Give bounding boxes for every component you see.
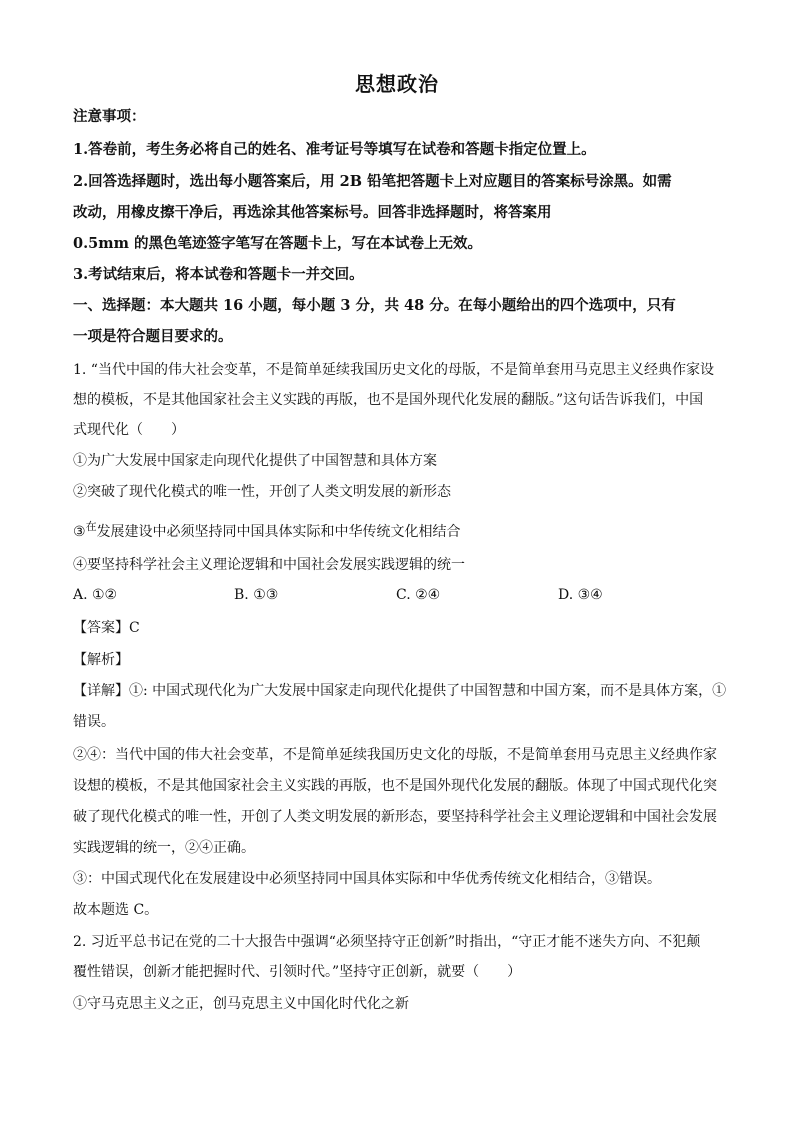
detail-line: ②④：当代中国的伟大社会变革，不是简单延续我国历史文化的母版，不是简单套用马克思主义经典作家 [73,747,717,763]
question-item: ④要坚持科学社会主义理论逻辑和中国社会发展实践逻辑的统一 [73,557,465,573]
detail-line: 故本题选 C。 [73,902,159,918]
detail-line: 设想的模板，不是其他国家社会主义实践的再版，也不是国外现代化发展的翻版。体现了中国式现代化突 [73,778,717,794]
option-a: A. ①② [73,587,118,603]
option-c: C. ②④ [396,587,441,603]
question-stem: 想的模板，不是其他国家社会主义实践的再版，也不是国外现代化发展的翻版。”这句话告诉我们，中国 [73,392,704,408]
detail-line: ③：中国式现代化在发展建设中必须坚持同中国具体实际和中华优秀传统文化相结合，③错误。 [73,871,661,887]
page-title: 思想政治 [355,72,439,96]
detail-line: 破了现代化模式的唯一性，开创了人类文明发展的新形态，要坚持科学社会主义理论逻辑和中国社会发展 [73,809,717,825]
detail-text: ①: 中国式现代化为广大发展中国家走向现代化提供了中国智慧和中国方案，而不是具体方案，① [129,683,727,699]
question-stem: 2. 习近平总书记在党的二十大报告中强调“必须坚持守正创新”时指出，“守正才能不迷失方向、不犯颠 [73,934,701,950]
detail-line: 实践逻辑的统一，②④正确。 [73,840,255,856]
option-b: B. ①③ [234,587,279,603]
detail-tag: 【详解】 [73,683,129,699]
option-d: D. ③④ [558,587,603,603]
detail-line: 错误。 [73,714,115,730]
notice-line: 3.考试结束后，将本试卷和答题卡一并交回。 [73,266,364,283]
notice-line: 2.回答选择题时，选出每小题答案后，用 2B 铅笔把答题卡上对应题目的答案标号涂黑。如需 [73,173,672,190]
answer-tag: 【答案】 [73,620,129,636]
item-superscript: 在 [85,520,97,533]
notice-line: 1.答卷前，考生务必将自己的姓名、准考证号等填写在试卷和答题卡指定位置上。 [73,141,596,158]
answer-line [73,618,140,638]
question-item: ①为广大发展中国家走向现代化提供了中国智慧和具体方案 [73,453,437,469]
answer-value: C [129,620,140,636]
item-number: ③ [73,524,86,540]
item-text: 发展建设中必须坚持同中国具体实际和中华传统文化相结合 [96,524,461,540]
notice-heading: 注意事项： [73,108,146,125]
question-item [73,522,461,543]
question-item: ①守马克思主义之正，创马克思主义中国化时代化之新 [73,996,409,1012]
question-stem: 式现代化（ ） [73,422,185,438]
notice-line: 0.5mm 的黑色笔迹签字笔写在答题卡上，写在本试卷上无效。 [73,235,482,252]
analysis-tag: 【解析】 [73,652,129,668]
question-stem: 覆性错误，创新才能把握时代、引领时代。”坚持守正创新，就要（ ） [73,964,522,980]
notice-line: 改动，用橡皮擦干净后，再选涂其他答案标号。回答非选择题时，将答案用 [73,204,552,221]
detail-line [73,681,726,701]
section-heading: 一项是符合题目要求的。 [73,328,233,345]
question-item: ②突破了现代化模式的唯一性，开创了人类文明发展的新形态 [73,484,451,500]
section-heading: 一、选择题：本大题共 16 小题，每小题 3 分，共 48 分。在每小题给出的四个选项中，只有 [73,297,676,314]
question-stem: 1. “当代中国的伟大社会变革，不是简单延续我国历史文化的母版，不是简单套用马克思主义经典作家设 [73,362,714,378]
